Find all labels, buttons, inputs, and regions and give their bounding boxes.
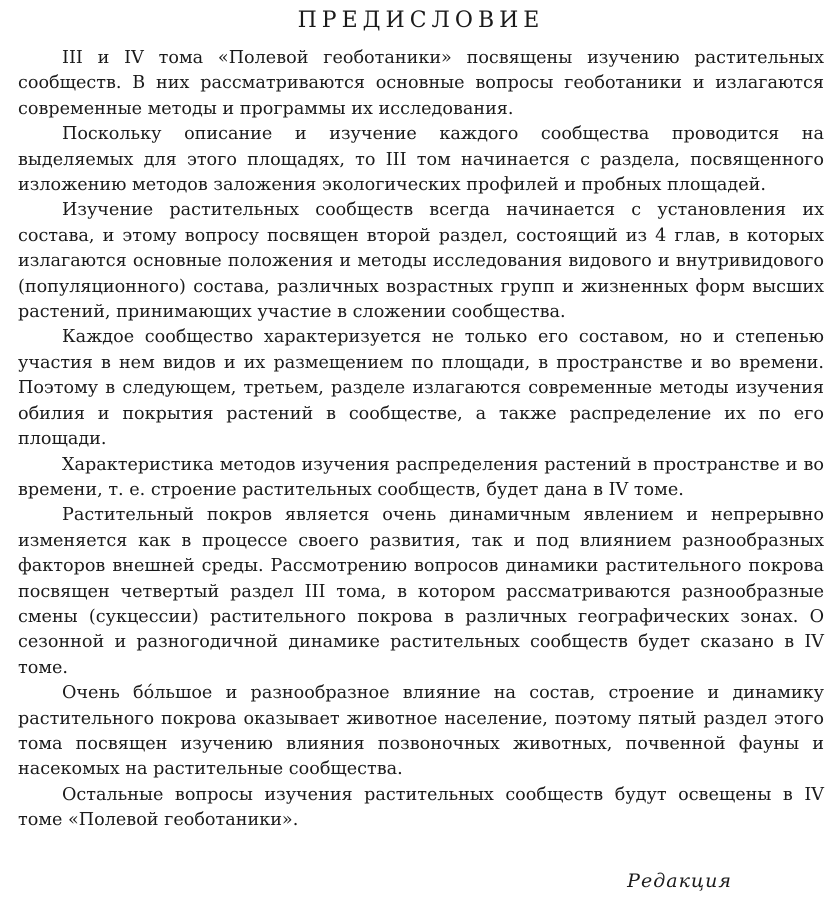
page-title: ПРЕДИСЛОВИЕ bbox=[297, 8, 545, 33]
paragraph: Растительный покров является очень динамичным явлением и непрерывно изменяется как в процессе своего развития, так и под влиянием разнообразных факторов внешней среды. Рассмотрению вопросов динамики растительного покрова посвящен четвертый раздел III тома, в котором рассматриваются разнообразные смены (сукцессии) растительного покрова в различных географических зонах. О сезонной и разногодичной динамике растительных сообществ будет сказано в IV томе. bbox=[18, 505, 824, 678]
paragraph: III и IV тома «Полевой геоботаники» посвящены изучению растительных сообществ. В них рассматриваются основные вопросы геоботаники и излагаются современные методы и программы их исследования. bbox=[18, 48, 824, 119]
paragraph: Очень бо́льшое и разнообразное влияние на состав, строение и динамику растительного покрова оказывает животное население, поэтому пятый раздел этого тома посвящен изучению влияния позвоночных животных, почвенной фауны и насекомых на растительные сообщества. bbox=[18, 683, 824, 780]
paragraph: Изучение растительных сообществ всегда начинается с установления их состава, и этому вопросу посвящен второй раздел, состоящий из 4 глав, в которых излагаются основные положения и методы исследования видового и внутривидового (популяционного) состава, различных возрастных групп и жизненных форм высших растений, принимающих участие в сложении сообщества. bbox=[18, 200, 824, 323]
preface-body bbox=[18, 46, 824, 834]
signature: Редакция bbox=[627, 870, 732, 892]
paragraph: Поскольку описание и изучение каждого сообщества проводится на выделяемых для этого площадях, то III том начинается с раздела, посвященного изложению методов заложения экологических профилей и пробных площадей. bbox=[18, 124, 824, 196]
document-page bbox=[18, 4, 824, 910]
paragraph: Каждое сообщество характеризуется не только его составом, но и степенью участия в нем видов и их размещением по площади, в пространстве и во времени. Поэтому в следующем, третьем, разделе излагаются современные методы изучения обилия и покрытия растений в сообществе, а также распределение их по его площади. bbox=[18, 327, 824, 450]
paragraph: Остальные вопросы изучения растительных сообществ будут освещены в IV томе «Полевой геоботаники». bbox=[18, 784, 824, 831]
paragraph: Характеристика методов изучения распределения растений в пространстве и во времени, т. е. строение растительных сообществ, будет дана в IV томе. bbox=[18, 454, 824, 500]
